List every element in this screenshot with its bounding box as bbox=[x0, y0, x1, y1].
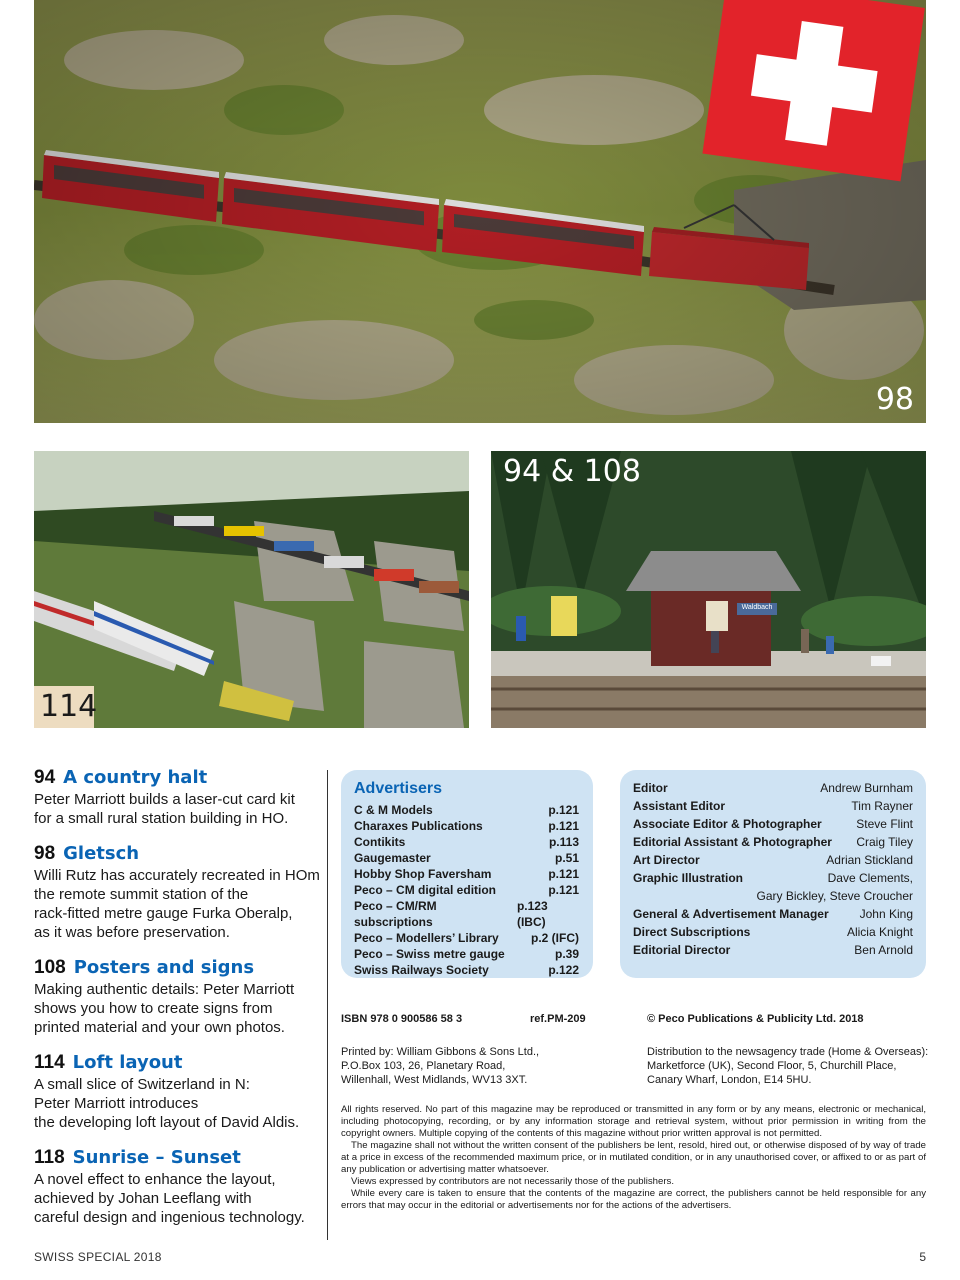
legal-paragraph: All rights reserved. No part of this magazine may be reproduced or transmitted in any form or by any means, electronic or mechanical, including photocopying, recording, or by any information storage and retrieval system, without prior permission in writing from the copyright owners. Multiple copying of the contents of this magazine without prior written approval is not permitted. bbox=[341, 1104, 926, 1139]
article-description: A novel effect to enhance the layout, achieved by Johan Leeflang with careful design and ingenious technology. bbox=[34, 1171, 305, 1226]
article-entry[interactable] bbox=[34, 1146, 324, 1227]
article-title: Loft layout bbox=[72, 1052, 183, 1073]
advertiser-row: Gaugemaster p.51 bbox=[354, 851, 579, 865]
staff-row: Graphic Illustration Dave Clements, bbox=[633, 871, 913, 885]
legal-paragraph: While every care is taken to ensure that the contents of the magazine are correct, the publishers cannot be held responsible for any errors that may occur in the editorial or advertisements nor for the actions of the advertisers. bbox=[341, 1188, 926, 1211]
article-page-number: 108 bbox=[34, 957, 66, 978]
advertiser-row: Swiss Railways Society p.122 bbox=[354, 963, 579, 977]
advertiser-row: Peco – Swiss metre gauge p.39 bbox=[354, 947, 579, 961]
advertiser-row: Charaxes Publications p.121 bbox=[354, 819, 579, 833]
staff-row: General & Advertisement Manager John King bbox=[633, 907, 913, 921]
advertisers-title: Advertisers bbox=[354, 780, 443, 797]
station-sign: Waldbach bbox=[741, 604, 773, 611]
staff-extra-names: Gary Bickley, Steve Croucher bbox=[756, 889, 913, 903]
distribution-info: Distribution to the newsagency trade (Home & Overseas): Marketforce (UK), Second Floor, 5, Churchill Place, Canary Wharf, London, E14 5HU. bbox=[647, 1046, 929, 1086]
article-page-number: 114 bbox=[34, 1052, 65, 1073]
advertiser-row: Peco – Modellers’ Library p.2 (IFC) bbox=[354, 931, 579, 945]
country-halt-scene bbox=[491, 451, 926, 728]
isbn: ISBN 978 0 900586 58 3 bbox=[341, 1013, 463, 1025]
advertiser-row: C & M Models p.121 bbox=[354, 803, 579, 817]
photo-top-train bbox=[34, 0, 926, 423]
photo-loft-layout bbox=[34, 451, 469, 728]
advertiser-row: Hobby Shop Faversham p.121 bbox=[354, 867, 579, 881]
copyright: © Peco Publications & Publicity Ltd. 2018 bbox=[647, 1013, 864, 1025]
train-scene bbox=[34, 0, 926, 423]
article-entry[interactable] bbox=[34, 842, 324, 942]
article-title: Sunrise – Sunset bbox=[72, 1147, 241, 1168]
photo-country-halt bbox=[491, 451, 926, 728]
page-ref-label: 98 bbox=[875, 382, 914, 417]
swiss-flag bbox=[702, 0, 924, 181]
staff-row: Editor Andrew Burnham bbox=[633, 781, 913, 795]
article-title: A country halt bbox=[63, 767, 208, 788]
article-title: Posters and signs bbox=[73, 957, 255, 978]
article-description: Willi Rutz has accurately recreated in HOm the remote summit station of the rack-fitted metre gauge Furka Oberalp, as it was before preservation. bbox=[34, 867, 320, 941]
staff-row: Editorial Director Ben Arnold bbox=[633, 943, 913, 957]
advertiser-row: Peco – CM digital edition p.121 bbox=[354, 883, 579, 897]
ref-code: ref.PM-209 bbox=[530, 1013, 586, 1025]
printer-info: Printed by: William Gibbons & Sons Ltd., P.O.Box 103, 26, Planetary Road, Willenhall, West Midlands, WV13 3XT. bbox=[341, 1046, 540, 1086]
advertiser-row: Contikits p.113 bbox=[354, 835, 579, 849]
article-description: A small slice of Switzerland in N: Peter Marriott introduces the developing loft layout of David Aldis. bbox=[34, 1076, 300, 1131]
article-description: Making authentic details: Peter Marriott shows you how to create signs from printed material and your own photos. bbox=[34, 981, 295, 1036]
article-entry[interactable] bbox=[34, 1051, 324, 1132]
staff-row: Direct Subscriptions Alicia Knight bbox=[633, 925, 913, 939]
legal-paragraph: Views expressed by contributors are not necessarily those of the publishers. bbox=[351, 1176, 674, 1187]
advertisers-panel bbox=[341, 770, 593, 978]
staff-panel bbox=[620, 770, 926, 978]
article-page-number: 94 bbox=[34, 767, 56, 788]
issue-name: SWISS SPECIAL 2018 bbox=[34, 1250, 162, 1264]
loft-layout-scene bbox=[34, 451, 469, 728]
page-number: 5 bbox=[919, 1250, 926, 1264]
column-divider bbox=[327, 770, 328, 1240]
contents-list bbox=[34, 766, 324, 1241]
article-page-number: 118 bbox=[34, 1147, 65, 1168]
staff-row: Assistant Editor Tim Rayner bbox=[633, 799, 913, 813]
article-entry[interactable] bbox=[34, 766, 324, 828]
legal-notice bbox=[341, 1104, 926, 1212]
article-description: Peter Marriott builds a laser-cut card kit for a small rural station building in HO. bbox=[34, 791, 295, 827]
page-ref-label: 114 bbox=[40, 689, 98, 724]
article-entry[interactable] bbox=[34, 956, 324, 1037]
staff-row: Associate Editor & Photographer Steve Flint bbox=[633, 817, 913, 831]
staff-row: Editorial Assistant & Photographer Craig Tiley bbox=[633, 835, 913, 849]
article-page-number: 98 bbox=[34, 843, 56, 864]
page-ref-label: 94 & 108 bbox=[503, 454, 641, 489]
staff-row: Art Director Adrian Stickland bbox=[633, 853, 913, 867]
article-title: Gletsch bbox=[63, 843, 140, 864]
legal-paragraph: The magazine shall not without the written consent of the publishers be lent, resold, hired out, or otherwise disposed of by way of trade at a price in excess of the recommended maximum price, or in mutilated condition, or in any unauthorised cover, or affixed to or as part of any publication or advertising matter whatsoever. bbox=[341, 1140, 926, 1175]
advertiser-row: Peco – CM/RM subscriptions p.123 (IBC) bbox=[354, 899, 548, 929]
